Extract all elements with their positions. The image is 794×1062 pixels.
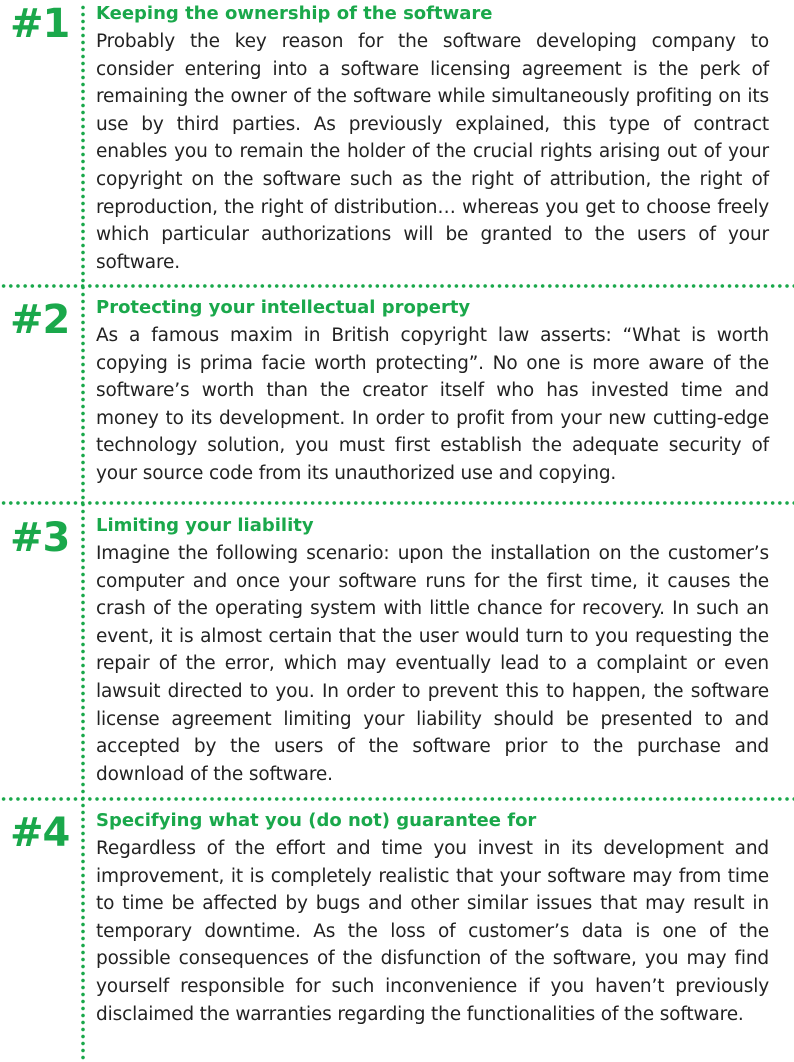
vertical-dotted-divider [81,4,85,1060]
section-number: #1 [10,1,70,47]
section-body: Regardless of the effort and time you invest in its development and improvement, it is completely realistic that your software may from time to time be affected by bugs and other similar issues that may result in temporary downtime. As the loss of customer’s data is one of the possible consequences of the disfunction of the software, you may find yourself responsible for such inconvenience if you haven’t previously disclaimed the warranties regarding the functionalities of the software. [96,838,769,1025]
section-heading: Keeping the ownership of the software [96,3,493,24]
section-content [96,809,769,1028]
section-number: #2 [10,297,70,343]
horizontal-dotted-divider [0,284,794,288]
section-heading: Protecting your intellectual property [96,297,471,318]
horizontal-dotted-divider [0,797,794,801]
section-content [96,2,769,276]
section-body: Probably the key reason for the software developing company to consider entering into a software licensing agreement is the perk of remaining the owner of the software while simultaneously profiting on its use by third parties. As previously explained, this type of contract enables you to remain the holder of the crucial rights arising out of your copyright on the software such as the right of attribution, the right of reproduction, the right of distribution… whereas you get to choose freely which particular authorizations will be granted to the users of your software. [96,31,769,273]
section-number: #4 [10,810,70,856]
section-content [96,296,769,488]
section-body: Imagine the following scenario: upon the installation on the customer’s computer and once your software runs for the first time, it causes the crash of the operating system with little chance for recovery. In such an event, it is almost certain that the user would turn to you requesting the repair of the error, which may eventually lead to a complaint or even lawsuit directed to you. In order to prevent this to happen, the software license agreement limiting your liability should be presented to and accepted by the users of the software prior to the purchase and download of the software. [96,543,769,785]
section-heading: Specifying what you (do not) guarantee for [96,810,537,831]
section-number: #3 [10,515,70,561]
section-content [96,514,769,788]
section-body: As a famous maxim in British copyright law asserts: “What is worth copying is prima facie worth protecting”. No one is more aware of the software’s worth than the creator itself who has invested time and money to its development. In order to profit from your new cutting-edge technology solution, you must first establish the adequate security of your source code from its unauthorized use and copying. [96,325,769,484]
horizontal-dotted-divider [0,501,794,505]
section-heading: Limiting your liability [96,515,314,536]
